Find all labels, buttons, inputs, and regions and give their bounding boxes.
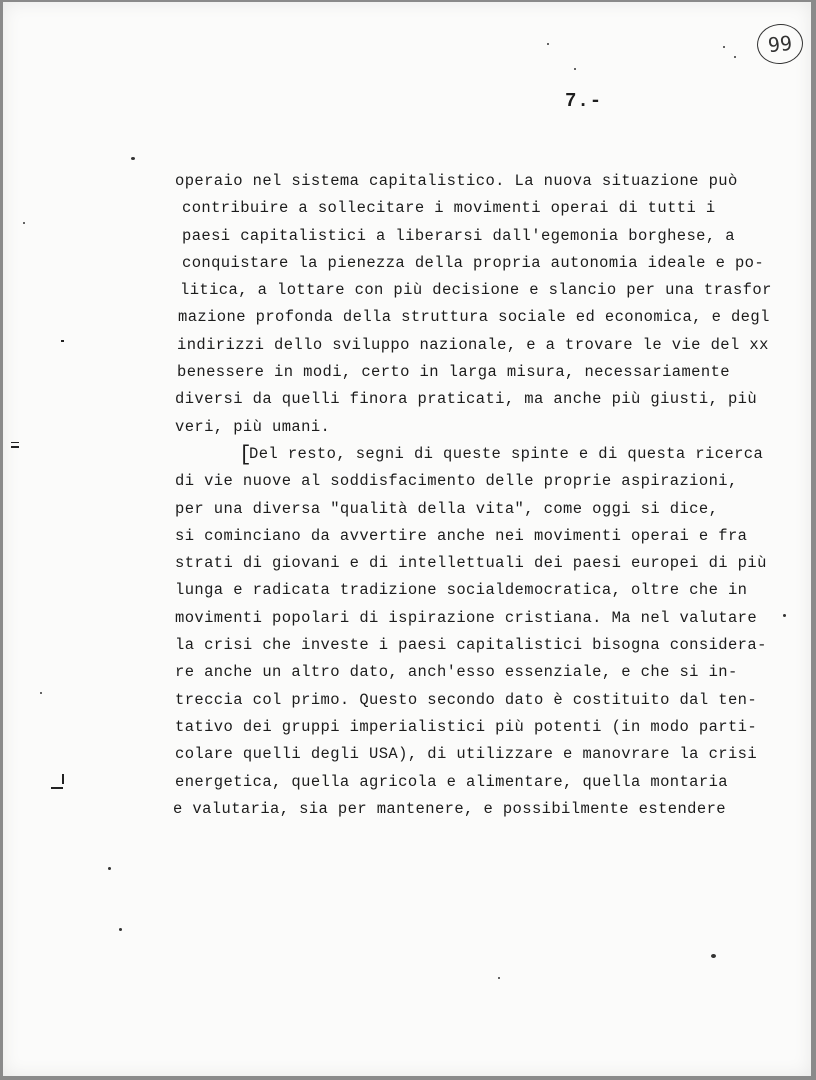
text-line-14: si cominciano da avvertire anche nei movimenti operai e fra xyxy=(175,526,748,545)
text-line-13: per una diversa "qualità della vita", come oggi si dice, xyxy=(175,499,719,518)
text-line-3: paesi capitalistici a liberarsi dall'egemonia borghese, a xyxy=(182,226,735,245)
page-number: 7.- xyxy=(565,90,603,112)
margin-mark xyxy=(11,442,19,443)
scan-speck xyxy=(783,614,786,617)
text-line-5: litica, a lottare con più decisione e slancio per una trasfor xyxy=(180,281,772,300)
scan-speck xyxy=(23,222,25,224)
text-line-9: diversi da quelli finora praticati, ma anche più giusti, più xyxy=(175,390,758,409)
scan-speck xyxy=(734,56,736,58)
scan-speck xyxy=(574,68,576,70)
text-line-4: conquistare la pienezza della propria autonomia ideale e po- xyxy=(182,253,765,272)
scan-speck xyxy=(40,692,42,694)
edit-bracket-mark: [ xyxy=(239,443,253,467)
text-line-11: Del resto, segni di queste spinte e di questa ricerca xyxy=(249,444,764,463)
archive-number-stamp: 99 xyxy=(755,22,805,67)
body-text xyxy=(175,168,811,823)
text-line-12: di vie nuove al soddisfacimento delle proprie aspirazioni, xyxy=(175,472,738,491)
text-line-1: operaio nel sistema capitalistico. La nuova situazione può xyxy=(175,172,738,190)
text-line-24: e valutaria, sia per mantenere, e possibilmente estendere xyxy=(173,799,726,818)
text-line-2: contribuire a sollecitare i movimenti operai di tutti i xyxy=(182,199,716,218)
scan-speck xyxy=(711,954,716,958)
typewritten-page xyxy=(3,2,811,1076)
text-line-6: mazione profonda della struttura sociale ed economica, e degl xyxy=(178,308,770,327)
margin-mark xyxy=(61,340,64,342)
scan-speck xyxy=(547,43,549,45)
margin-mark xyxy=(51,787,63,789)
text-line-18: la crisi che investe i paesi capitalistici bisogna considera- xyxy=(175,636,767,655)
text-line-17: movimenti popolari di ispirazione cristiana. Ma nel valutare xyxy=(175,608,758,627)
scan-speck xyxy=(119,928,122,931)
scan-speck xyxy=(723,46,725,48)
scan-speck xyxy=(498,977,500,979)
scan-speck xyxy=(131,157,135,160)
text-line-10: veri, più umani. xyxy=(175,417,331,436)
margin-mark xyxy=(62,774,64,784)
text-line-23: energetica, quella agricola e alimentare, quella montaria xyxy=(175,772,728,791)
text-line-16: lunga e radicata tradizione socialdemocratica, oltre che in xyxy=(175,581,748,600)
scan-speck xyxy=(108,867,111,870)
text-line-20: treccia col primo. Questo secondo dato è costituito dal ten- xyxy=(175,690,758,709)
text-line-21: tativo dei gruppi imperialistici più potenti (in modo parti- xyxy=(175,717,758,736)
text-line-8: benessere in modi, certo in larga misura, necessariamente xyxy=(177,363,730,382)
paragraph2-first-line xyxy=(239,441,811,468)
text-line-7: indirizzi dello sviluppo nazionale, e a trovare le vie del xx xyxy=(177,335,769,354)
margin-mark xyxy=(11,446,19,448)
text-line-19: re anche un altro dato, anch'esso essenziale, e che si in- xyxy=(175,663,738,682)
text-line-22: colare quelli degli USA), di utilizzare e manovrare la crisi xyxy=(175,745,758,764)
text-line-15: strati di giovani e di intellettuali dei paesi europei di più xyxy=(175,554,767,573)
